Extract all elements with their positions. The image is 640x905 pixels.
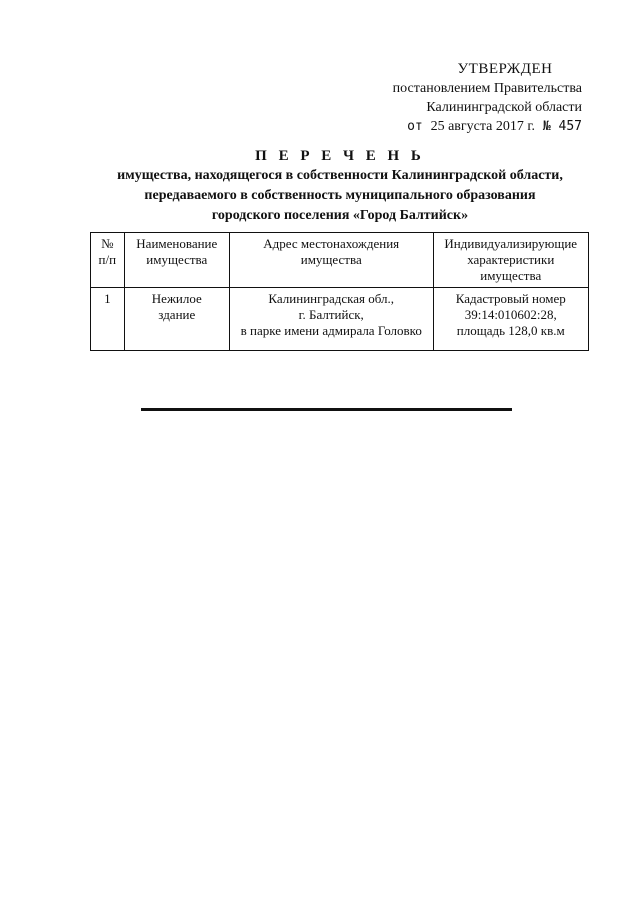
header-line: Адрес местонахождения [263,236,400,251]
header-line: характеристики [467,252,555,267]
approval-date [360,117,600,136]
property-table [90,232,589,351]
header-line: Индивидуализирующие [444,236,578,251]
title-main: П Е Р Е Ч Е Н Ь [255,148,425,164]
header-cell-name [124,233,229,288]
title-line-2: передаваемого в собственность муниципального образования [144,188,536,203]
approval-line-1: постановлением Правительства [392,81,582,96]
approval-heading: УТВЕРЖДЕН [457,61,553,77]
cell-line: Кадастровый номер [455,291,566,306]
title-line-1: имущества, находящегося в собственности Калининградской области, [117,168,563,183]
approval-block [360,60,600,136]
cell-line: в парке имени адмирала Головко [240,323,422,338]
header-cell-address [229,233,433,288]
cell-address [229,288,433,351]
title-line-3: городского поселения «Город Балтийск» [211,208,469,223]
cell-line: 39:14:010602:28, [464,307,557,322]
table-header-row [91,233,589,288]
cell-line: Калининградская обл., [268,291,395,306]
header-line: имущества [300,252,362,267]
header-line: имущества [480,268,542,283]
cell-name [124,288,229,351]
header-line: № [101,236,114,251]
table-row [91,288,589,351]
cell-line: г. Балтийск, [298,307,364,322]
cell-number [91,288,125,351]
header-line: имущества [146,252,208,267]
approval-date-prefix: от [407,119,423,134]
cell-characteristics [433,288,589,351]
approval-line-2: Калининградской области [426,100,582,115]
header-cell-characteristics [433,233,589,288]
cell-line: площадь 128,0 кв.м [456,323,565,338]
approval-date-value: 25 августа 2017 г. [430,119,536,134]
approval-number: № 457 [542,119,582,134]
header-line: Наименование [136,236,218,251]
header-cell-number [91,233,125,288]
end-rule-divider [141,408,512,411]
cell-line: 1 [104,291,111,306]
cell-line: Нежилое [151,291,202,306]
document-title [90,146,590,226]
cell-line: здание [158,307,196,322]
header-line: п/п [98,252,117,267]
